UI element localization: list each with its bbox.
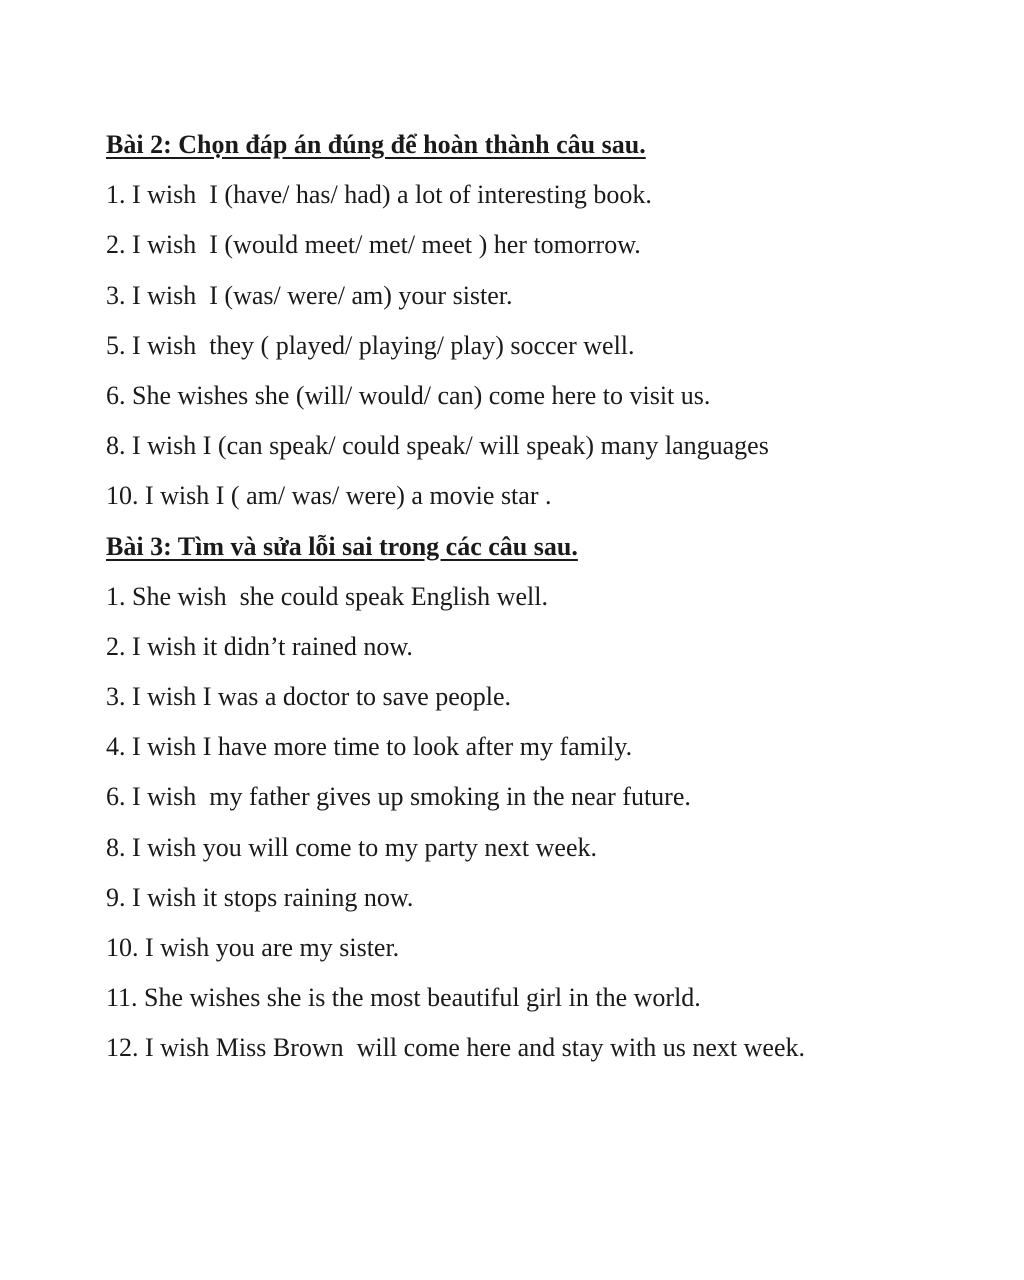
question-list — [106, 579, 1024, 1067]
list-item: 10. I wish you are my sister. — [106, 933, 400, 962]
section-heading: Bài 3: Tìm và sửa lỗi sai trong các câu sau. — [106, 531, 578, 561]
list-item: 6. I wish my father gives up smoking in the near future. — [106, 782, 691, 812]
list-item: 6. She wishes she (will/ would/ can) come here to visit us. — [106, 380, 711, 410]
section-heading: Bài 2: Chọn đáp án đúng để hoàn thành câu sau. — [106, 130, 646, 159]
question-list — [106, 177, 1024, 514]
list-item: 1. She wish she could speak English well. — [106, 581, 548, 611]
exercise-section-bai-2 — [106, 127, 1024, 514]
list-item: 12. I wish Miss Brown will come here and stay with us next week. — [106, 1033, 806, 1063]
list-item: 3. I wish I (was/ were/ am) your sister. — [106, 280, 513, 310]
exercise-section-bai-3 — [106, 529, 1024, 1067]
list-item: 8. I wish you will come to my party next week. — [106, 832, 598, 862]
list-item: 9. I wish it stops raining now. — [106, 882, 414, 912]
list-item: 11. She wishes she is the most beautiful girl in the world. — [106, 983, 701, 1013]
list-item: 8. I wish I (can speak/ could speak/ will speak) many languages — [106, 431, 769, 461]
list-item: 2. I wish I (would meet/ met/ meet ) her tomorrow. — [106, 230, 641, 260]
list-item: 3. I wish I was a doctor to save people. — [106, 682, 512, 712]
list-item: 1. I wish I (have/ has/ had) a lot of interesting book. — [106, 180, 652, 210]
list-item: 5. I wish they ( played/ playing/ play) soccer well. — [106, 330, 635, 360]
list-item: 10. I wish I ( am/ was/ were) a movie star . — [106, 481, 552, 511]
list-item: 2. I wish it didn’t rained now. — [106, 631, 413, 661]
list-item: 4. I wish I have more time to look after my family. — [106, 732, 633, 762]
